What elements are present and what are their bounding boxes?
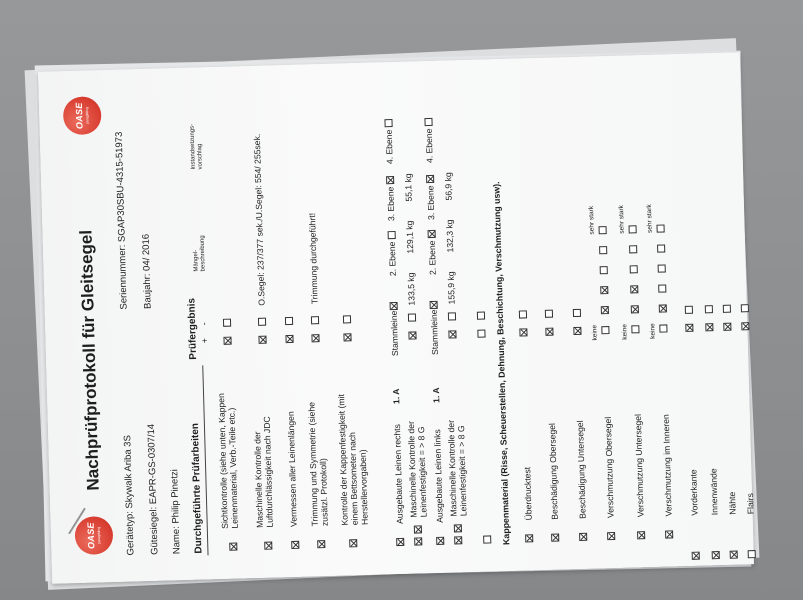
result-plus-checkbox[interactable]	[258, 336, 266, 344]
grade-checkbox[interactable]	[659, 324, 667, 332]
ebene-4-checkbox[interactable]	[424, 118, 432, 126]
result-plus-checkbox[interactable]	[311, 334, 319, 342]
stammleine-label: Stammleine	[388, 310, 401, 357]
logo-subtext: paragliding	[84, 106, 90, 125]
grade-keine-label: keine	[649, 323, 657, 339]
grade-checkbox[interactable]	[656, 224, 664, 232]
plus-label: +	[199, 337, 210, 344]
value-3: 56,9 kg	[442, 172, 454, 201]
kappen-item-label: Überdrucktest	[522, 466, 534, 521]
stammleine-label: Stammleine	[428, 309, 441, 356]
lines-right-sub-checkbox-b[interactable]	[414, 525, 422, 533]
grade-checkbox[interactable]	[601, 326, 609, 334]
grade-checkbox[interactable]	[599, 226, 607, 234]
kappen-item-label: Vorderkante	[688, 469, 700, 516]
ebene-4-label: 4. Ebene	[423, 128, 435, 164]
guetesiegel: Gütesiegel: EAPR-GS-0307/14	[145, 423, 161, 555]
grade-checkbox[interactable]	[657, 244, 665, 252]
row-checkbox[interactable]	[229, 543, 237, 551]
kappen-item-checkbox[interactable]	[525, 534, 533, 542]
pruefergebnis-heading: Prüfergebnis	[186, 297, 200, 360]
lines-right-label: Ausgebaute Leinen rechts	[391, 424, 405, 525]
ebene-2-checkbox[interactable]	[428, 230, 436, 238]
result-plus-checkbox[interactable]	[705, 323, 713, 331]
instandsetzung-heading: Instandsetzungs-vorschlag	[189, 123, 204, 170]
grade-checkbox[interactable]	[631, 305, 639, 313]
row-label: Maschinelle Kontrolle der Luftdurchlässigkeit nach JDC	[252, 416, 275, 529]
ebene-4-label: 4. Ebene	[383, 129, 395, 165]
kappen-item-label: Verschmutzung im Inneren	[660, 414, 674, 517]
grade-checkbox[interactable]	[599, 246, 607, 254]
ebene-3-checkbox[interactable]	[386, 176, 394, 184]
grade-sehr-stark-label: sehr stark	[617, 205, 626, 234]
grade-checkbox[interactable]	[629, 225, 637, 233]
kappen-item-checkbox[interactable]	[637, 531, 645, 539]
oase-logo-left	[74, 516, 113, 555]
grade-checkbox[interactable]	[658, 264, 666, 272]
logo-subtext: paragliding	[96, 526, 102, 544]
grade-checkbox[interactable]	[601, 306, 609, 314]
result-plus-checkbox[interactable]	[573, 327, 581, 335]
result-minus-checkbox[interactable]	[519, 310, 527, 318]
ebene-2-checkbox[interactable]	[388, 231, 396, 239]
stammleine-checkbox[interactable]	[390, 302, 398, 310]
maengel-beschreibung-heading: Mängel-beschreibung	[193, 235, 207, 272]
kappen-item-checkbox[interactable]	[712, 551, 720, 559]
geraetetyp: Gerätetyp: Skywalk Ariba 3S	[122, 434, 137, 556]
ebene-3-label: 3. Ebene	[425, 185, 437, 221]
grade-checkbox[interactable]	[658, 284, 666, 292]
lines-right-ebene: 1. A	[390, 388, 402, 405]
kappen-item-checkbox[interactable]	[730, 551, 738, 559]
row-label: Kontrolle der Kappenfestigkeit (mit einem Bettsometer nach Herstellervorgaben)	[336, 394, 370, 526]
lines-right-sub-label: Maschinelle Kontrolle der Leinenfestigkeit = > 8 G	[405, 420, 429, 518]
grade-checkbox[interactable]	[659, 304, 667, 312]
result-plus-checkbox[interactable]	[685, 324, 693, 332]
row-checkbox[interactable]	[291, 541, 299, 549]
result-minus-checkbox[interactable]	[741, 304, 749, 312]
lines-right-checkbox[interactable]	[396, 538, 404, 546]
kappenmaterial-heading: Kappenmaterial (Risse, Scheuerstellen, Dehnung, Beschichtung, Verschmutzung usw).	[491, 181, 512, 546]
row-label: Trimmung und Symmetrie (siehe zusätzl. Protokoll)	[306, 401, 330, 527]
kappen-item-label: Flairs	[745, 493, 756, 515]
row-label: Vermessen aller Leinenlängen	[285, 411, 299, 528]
grade-checkbox[interactable]	[600, 286, 608, 294]
result-minus-checkbox[interactable]	[408, 313, 416, 321]
ebene-3-checkbox[interactable]	[426, 175, 434, 183]
row-label: Sichtkontrolle (siehe unten, Kappen Leinenmaterial, Verb.-Teile etc.)	[216, 393, 240, 530]
grade-checkbox[interactable]	[629, 245, 637, 253]
grade-keine-label: keine	[621, 323, 629, 340]
row-checkbox[interactable]	[349, 539, 357, 547]
kappen-item-checkbox[interactable]	[551, 534, 559, 542]
result-plus-checkbox[interactable]	[408, 331, 416, 339]
grade-checkbox[interactable]	[630, 285, 638, 293]
baujahr: Baujahr: 04/ 2016	[140, 233, 154, 310]
value-1: 155,9 kg	[445, 271, 457, 305]
row-checkbox[interactable]	[264, 542, 272, 550]
row-checkbox[interactable]	[317, 540, 325, 548]
result-minus-checkbox[interactable]	[448, 312, 456, 320]
kappen-item-label: Verschmutzung Obersegel	[602, 416, 616, 519]
value-2: 129,1 kg	[404, 220, 416, 254]
result-minus-checkbox[interactable]	[685, 306, 693, 314]
grade-sehr-stark-label: sehr stark	[587, 205, 596, 235]
result-minus-checkbox[interactable]	[343, 315, 351, 323]
kappen-item-label: Beschädigung Obersegel	[546, 423, 560, 520]
empty-row-minus-checkbox[interactable]	[477, 312, 485, 320]
value-3: 55,1 kg	[402, 173, 414, 202]
result-minus-checkbox[interactable]	[223, 319, 231, 327]
kappen-item-checkbox[interactable]	[692, 552, 700, 560]
durchgefuehrte-pruefarbeiten-heading: Durchgeführte Prüfarbeiten	[189, 422, 205, 554]
lines-left-sub-label: Maschinelle Kontrolle der Leinenfestigkeit = > 8 G	[445, 419, 469, 517]
pilot-name: Name: Philip Pinetzi	[169, 469, 183, 555]
result-plus-checkbox[interactable]	[223, 337, 231, 345]
result-minus-checkbox[interactable]	[258, 318, 266, 326]
grade-checkbox[interactable]	[600, 266, 608, 274]
result-minus-checkbox[interactable]	[545, 310, 553, 318]
stammleine-checkbox[interactable]	[430, 301, 438, 309]
oase-logo-right	[63, 96, 102, 135]
lines-left-label: Ausgebaute Leinen links	[432, 429, 445, 523]
ebene-2-label: 2. Ebene	[386, 241, 398, 277]
row-note: O.Segel: 237/377 sek./U.Segel: 554/ 255sek.	[251, 133, 267, 306]
result-plus-checkbox[interactable]	[519, 328, 527, 336]
lines-left-sub-checkbox-b[interactable]	[454, 524, 462, 532]
ebene-3-label: 3. Ebene	[385, 186, 397, 222]
row-note: Trimmung durchgeführt!	[307, 212, 320, 305]
result-plus-checkbox[interactable]	[343, 333, 351, 341]
page-title: Nachprüfprotokoll für Gleitsegel	[76, 229, 103, 491]
lines-left-checkbox[interactable]	[436, 537, 444, 545]
value-1: 133,5 kg	[405, 272, 417, 306]
empty-row-plus-checkbox[interactable]	[477, 330, 485, 338]
kappen-item-label: Verschmutzung Untersegel	[632, 413, 646, 518]
kappen-item-checkbox[interactable]	[665, 530, 673, 538]
minus-label: -	[199, 322, 210, 326]
result-minus-checkbox[interactable]	[285, 317, 293, 325]
kappen-item-label: Nähte	[726, 491, 738, 515]
result-plus-checkbox[interactable]	[448, 330, 456, 338]
result-minus-checkbox[interactable]	[705, 305, 713, 313]
kappen-item-checkbox[interactable]	[607, 532, 615, 540]
logo-text: OASE	[85, 522, 97, 550]
ebene-4-checkbox[interactable]	[384, 119, 392, 127]
grade-sehr-stark-label: sehr stark	[645, 204, 654, 233]
result-plus-checkbox[interactable]	[545, 328, 553, 336]
paper-sheet	[38, 52, 754, 583]
kappen-item-checkbox[interactable]	[748, 550, 756, 558]
result-minus-checkbox[interactable]	[573, 309, 581, 317]
kappen-item-label: Innenwände	[708, 468, 720, 516]
empty-row-checkbox[interactable]	[483, 535, 491, 543]
kappen-item-checkbox[interactable]	[579, 533, 587, 541]
grade-checkbox[interactable]	[630, 265, 638, 273]
result-plus-checkbox[interactable]	[741, 322, 749, 330]
kappen-item-label: Beschädigung Untersegel	[574, 420, 588, 520]
value-2: 132,3 kg	[444, 219, 456, 253]
result-plus-checkbox[interactable]	[285, 335, 293, 343]
lines-left-ebene: 1. A	[430, 387, 442, 404]
grade-checkbox[interactable]	[631, 325, 639, 333]
result-plus-checkbox[interactable]	[723, 323, 731, 331]
logo-text: OASE	[73, 102, 85, 130]
result-minus-checkbox[interactable]	[723, 305, 731, 313]
seriennummer: Seriennummer: SGAP30SBU-4315-51973	[113, 131, 130, 310]
grade-keine-label: keine	[591, 324, 599, 341]
result-minus-checkbox[interactable]	[311, 316, 319, 324]
protocol-page	[38, 52, 754, 583]
ebene-2-label: 2. Ebene	[426, 240, 438, 276]
lines-left-sub-checkbox-a[interactable]	[454, 536, 462, 544]
lines-right-sub-checkbox-a[interactable]	[414, 537, 422, 545]
